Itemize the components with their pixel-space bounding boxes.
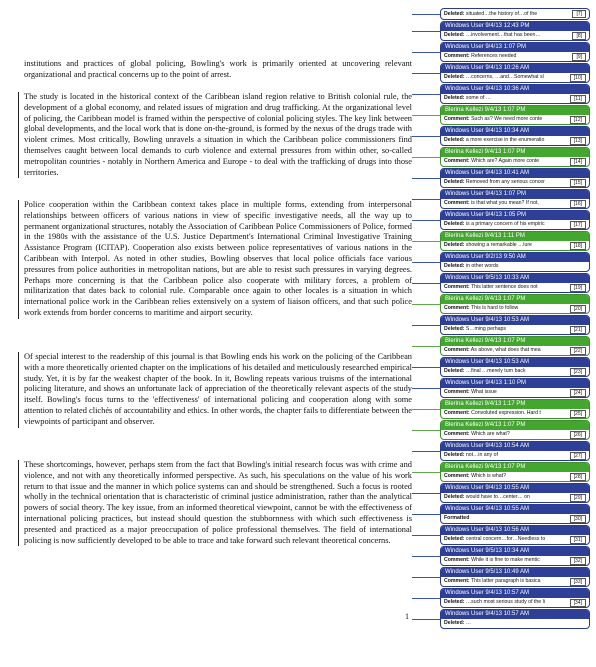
balloon-body xyxy=(441,598,589,607)
balloon-number: [24] xyxy=(570,389,586,397)
balloon-label: Deleted: xyxy=(444,74,465,80)
balloon-body xyxy=(441,619,589,628)
balloon-text: This latter paragraph is basica xyxy=(469,578,541,584)
balloon-label: Deleted: xyxy=(444,620,465,626)
balloon-body xyxy=(441,409,589,418)
balloon-connector-line xyxy=(412,619,440,620)
deleted-balloon[interactable] xyxy=(440,609,590,629)
balloon-text: This is hard to follow xyxy=(469,305,519,311)
balloon-body xyxy=(441,178,589,187)
comment-balloon[interactable] xyxy=(440,147,590,167)
balloon-label: Comment: xyxy=(444,116,470,122)
balloon-author-date: Blerina Kellezi 9/4/13 1:07 PM xyxy=(441,148,589,157)
balloon-author-date: Windows User 9/4/13 10:53 AM xyxy=(441,358,589,367)
balloon-connector-line xyxy=(412,535,440,536)
balloon-body xyxy=(441,493,589,502)
balloon-number: [8] xyxy=(572,32,586,40)
formatted-balloon[interactable] xyxy=(440,504,590,524)
balloon-body xyxy=(441,241,589,250)
balloon-text: As above, what does that mea xyxy=(469,347,541,353)
balloon-label: Comment: xyxy=(444,53,470,59)
balloon-author-date: Windows User 9/4/13 10:55 AM xyxy=(441,505,589,514)
balloon-connector-line xyxy=(412,136,440,137)
balloon-text: While it is fine to make mentic xyxy=(469,557,540,563)
balloon-text: central concern…for…Needless to xyxy=(464,536,546,542)
balloon-body xyxy=(441,535,589,544)
comment-balloon[interactable] xyxy=(440,420,590,440)
balloon-text: …such most serious study of the li xyxy=(464,599,545,605)
balloon-author-date: Windows User 9/4/13 10:55 AM xyxy=(441,484,589,493)
deleted-balloon[interactable] xyxy=(440,84,590,104)
balloon-author-date: Blerina Kellezi 9/4/13 1:07 PM xyxy=(441,106,589,115)
balloon-connector-line xyxy=(412,94,440,95)
balloon-number: [20] xyxy=(570,305,586,313)
balloon-connector-line xyxy=(412,31,440,32)
deleted-balloon[interactable] xyxy=(440,21,590,41)
comment-balloon[interactable] xyxy=(440,567,590,587)
balloon-body xyxy=(441,73,589,82)
balloon-author-date: Windows User 9/4/13 10:34 AM xyxy=(441,127,589,136)
balloon-body xyxy=(441,472,589,481)
comment-balloon[interactable] xyxy=(440,294,590,314)
balloon-author-date: Windows User 9/5/13 10:49 AM xyxy=(441,568,589,577)
balloon-connector-line xyxy=(412,178,440,179)
balloon-label: Comment: xyxy=(444,473,470,479)
deleted-balloon[interactable] xyxy=(440,483,590,503)
comment-balloon[interactable] xyxy=(440,399,590,419)
balloon-author-date: Windows User 9/4/13 1:07 PM xyxy=(441,43,589,52)
balloon-number: [25] xyxy=(570,410,586,418)
comment-balloon[interactable] xyxy=(440,189,590,209)
balloon-connector-line xyxy=(412,52,440,53)
balloon-label: Deleted: xyxy=(444,494,465,500)
balloon-text: What issue xyxy=(469,389,497,395)
balloon-body xyxy=(441,514,589,523)
balloon-number: [14] xyxy=(570,158,586,166)
balloon-body xyxy=(441,430,589,439)
deleted-balloon[interactable] xyxy=(440,231,590,251)
balloon-connector-line xyxy=(412,325,440,326)
balloon-author-date: Windows User 9/4/13 10:53 AM xyxy=(441,316,589,325)
balloon-text: Which are? Again more conte xyxy=(469,158,540,164)
balloon-text: …concerns, …and…Somewhat sl xyxy=(464,74,544,80)
balloon-author-date: Windows User 9/4/13 10:56 AM xyxy=(441,526,589,535)
balloon-number: [34] xyxy=(570,599,586,607)
balloon-connector-line xyxy=(412,409,440,410)
balloon-text: This latter sentence does not xyxy=(469,284,538,290)
balloon-number: [16] xyxy=(570,200,586,208)
balloon-label: Deleted: xyxy=(444,452,465,458)
markup-balloon-pane xyxy=(438,0,596,667)
balloon-number: [15] xyxy=(570,179,586,187)
page-number: 1 xyxy=(405,612,409,621)
balloon-connector-line xyxy=(412,115,440,116)
balloon-label: Deleted: xyxy=(444,368,465,374)
balloon-connector-line xyxy=(412,472,440,473)
deleted-balloon[interactable] xyxy=(440,441,590,461)
balloon-label: Deleted: xyxy=(444,263,465,269)
balloon-connector-line xyxy=(412,598,440,599)
balloon-text: showing a remarkable …lure xyxy=(464,242,532,248)
balloon-text: in other words xyxy=(464,263,499,269)
balloon-author-date: Windows User 9/4/13 10:54 AM xyxy=(441,442,589,451)
paragraph-1[interactable]: institutions and practices of global policing, Bowling's work is primarily oriented at uncovering relevant organizational and practical concerns up to the point of arrest. xyxy=(24,59,412,79)
balloon-body xyxy=(441,451,589,460)
balloon-author-date: Windows User 9/4/13 10:41 AM xyxy=(441,169,589,178)
balloon-author-date: Windows User 9/4/13 10:36 AM xyxy=(441,85,589,94)
balloon-label: Comment: xyxy=(444,347,470,353)
balloon-connector-line xyxy=(412,367,440,368)
balloon-number: [19] xyxy=(570,284,586,292)
balloon-body xyxy=(441,157,589,166)
comment-balloon[interactable] xyxy=(440,42,590,62)
balloon-connector-line xyxy=(412,157,440,158)
balloon-number: [32] xyxy=(570,557,586,565)
balloon-author-date: Windows User 9/5/13 10:33 AM xyxy=(441,274,589,283)
balloon-label: Formatted xyxy=(444,515,470,521)
balloon-body xyxy=(441,220,589,229)
comment-balloon[interactable] xyxy=(440,336,590,356)
balloon-label: Deleted: xyxy=(444,326,465,332)
balloon-text: a more exercise in the enumeratio xyxy=(464,137,545,143)
balloon-number: [17] xyxy=(570,221,586,229)
balloon-connector-line xyxy=(412,262,440,263)
balloon-connector-line xyxy=(412,514,440,515)
balloon-connector-line xyxy=(412,493,440,494)
balloon-number: [18] xyxy=(570,242,586,250)
balloon-connector-line xyxy=(412,220,440,221)
balloon-text: is a primary concern of his empiric xyxy=(464,221,545,227)
balloon-number: [22] xyxy=(570,347,586,355)
balloon-number: [26] xyxy=(570,431,586,439)
paragraph-5[interactable]: These shortcomings, however, perhaps stem from the fact that Bowling's initial research focus was with crime and violence, and not with any theoretically informed perspective. As such, his speculations on the value of his work return to that issue and the manner in which police systems can and should be strengthened. Such a focus is rooted wholly in the technical orientation that is characteristic of criminal justice administration, rather than the analytical powers of social theory. The key issue, from an informed theoretical viewpoint, cannot be with the effectiveness of international policing practices, but instead should question the stubbornness with which such effectiveness is presented and practiced as a major preoccupation of police professional themselves. The field of international policing is now sufficiently developed to be able to trace and take forward such relevant theoretical concerns. xyxy=(24,460,412,545)
balloon-number: [33] xyxy=(570,578,586,586)
balloon-label: Deleted: xyxy=(444,242,465,248)
balloon-text: would have to…center… on xyxy=(464,494,530,500)
balloon-label: Deleted: xyxy=(444,599,465,605)
balloon-body xyxy=(441,31,589,40)
balloon-text: Which is what? xyxy=(469,473,506,479)
balloon-label: Comment: xyxy=(444,284,470,290)
balloon-body xyxy=(441,367,589,376)
balloon-body xyxy=(441,577,589,586)
balloon-connector-line xyxy=(412,304,440,305)
balloon-body xyxy=(441,94,589,103)
comment-balloon[interactable] xyxy=(440,546,590,566)
balloon-connector-line xyxy=(412,430,440,431)
balloon-author-date: Blerina Kellezi 9/4/13 1:07 PM xyxy=(441,337,589,346)
balloon-text: Removed from any serious concer xyxy=(464,179,545,185)
balloon-connector-line xyxy=(412,556,440,557)
balloon-connector-line xyxy=(412,73,440,74)
balloon-body xyxy=(441,325,589,334)
balloon-connector-line xyxy=(412,14,440,15)
balloon-label: Comment: xyxy=(444,158,470,164)
paragraph-4[interactable]: Of special interest to the readership of this journal is that Bowling ends his work on the policing of the Caribbean with a more theoretically oriented chapter on the implications of his detailed and meticulously researched empirical study. Yet, it is by far the weakest chapter of the book. In it, Bowling repeats various truisms of the international policing literature, and shows an unfortunate lack of appreciation of the theoretically relevant aspects of the study itself. Bowling's focus turns to the 'effectiveness' of international policing and cooperation along with some attention to related clichés of accountability and ethics. In other words, the chapter fails to differentiate between the viewpoints of participant and observer. xyxy=(24,352,412,426)
balloon-author-date: Blerina Kellezi 9/4/13 1:07 PM xyxy=(441,463,589,472)
balloon-connector-line xyxy=(412,199,440,200)
balloon-number: [29] xyxy=(570,494,586,502)
balloon-number: [30] xyxy=(570,515,586,523)
balloon-number: [9] xyxy=(572,53,586,61)
balloon-text: Convoluted expression. Hard t xyxy=(469,410,541,416)
balloon-text: … xyxy=(464,620,472,626)
balloon-author-date: Blerina Kellezi 9/4/13 1:07 PM xyxy=(441,295,589,304)
balloon-text: References needed xyxy=(469,53,517,59)
balloon-text: some of … xyxy=(464,95,491,101)
balloon-number: [10] xyxy=(570,74,586,82)
balloon-number: [13] xyxy=(570,137,586,145)
balloon-label: Deleted: xyxy=(444,11,465,17)
paragraph-2[interactable]: The study is located in the historical context of the Caribbean island region relative to British colonial rule, the development of a global economy, and related issues of migration and drug trafficking. At the organizational level of policing, the Caribbean model is framed within the perspective of colonial policing styles. The key link between global developments, and the local work that is done on-the-ground, is formed by the nexus of the drugs trade with violent crimes. Most critically, Bowling unravels a situation in which the Caribbean police commissioners find themselves caught between local demands to curb violence and external pressures from within other, so-called metropolitan countries - notably in Northern America and Europe - to deal with the trafficking of drugs into those territories. xyxy=(24,92,412,177)
balloon-connector-line xyxy=(412,283,440,284)
comment-balloon[interactable] xyxy=(440,462,590,482)
balloon-label: Comment: xyxy=(444,431,470,437)
balloon-body xyxy=(441,262,589,271)
comment-balloon[interactable] xyxy=(440,105,590,125)
balloon-number: [7] xyxy=(572,10,586,18)
deleted-balloon[interactable] xyxy=(440,168,590,188)
balloon-author-date: Windows User 9/4/13 12:43 PM xyxy=(441,22,589,31)
balloon-text: S…ming perhaps xyxy=(464,326,506,332)
balloon-text: not…in any of xyxy=(464,452,498,458)
balloon-label: Comment: xyxy=(444,389,470,395)
balloon-connector-line xyxy=(412,388,440,389)
balloon-body xyxy=(441,52,589,61)
deleted-balloon[interactable] xyxy=(440,126,590,146)
balloon-body xyxy=(441,346,589,355)
balloon-author-date: Blerina Kellezi 9/4/13 1:07 PM xyxy=(441,421,589,430)
balloon-text: …involvement…that has been… xyxy=(464,32,541,38)
balloon-body xyxy=(441,9,589,19)
comment-balloon[interactable] xyxy=(440,273,590,293)
balloon-body xyxy=(441,199,589,208)
balloon-author-date: Windows User 9/4/13 10:57 AM xyxy=(441,610,589,619)
balloon-author-date: Windows User 9/4/13 1:10 PM xyxy=(441,379,589,388)
balloon-body xyxy=(441,136,589,145)
balloon-number: [28] xyxy=(570,473,586,481)
balloon-label: Deleted: xyxy=(444,536,465,542)
deleted-balloon[interactable] xyxy=(440,588,590,608)
balloon-text: …final …merely turn back xyxy=(464,368,526,374)
deleted-balloon[interactable] xyxy=(440,357,590,377)
balloon-connector-line xyxy=(412,577,440,578)
balloon-text: Which are what? xyxy=(469,431,510,437)
deleted-balloon[interactable] xyxy=(440,315,590,335)
comment-balloon[interactable] xyxy=(440,378,590,398)
balloon-author-date: Windows User 9/4/13 1:05 PM xyxy=(441,211,589,220)
balloon-author-date: Windows User 9/2/13 9:50 AM xyxy=(441,253,589,262)
balloon-label: Comment: xyxy=(444,557,470,563)
balloon-connector-line xyxy=(412,451,440,452)
deleted-balloon[interactable] xyxy=(440,525,590,545)
deleted-balloon[interactable] xyxy=(440,210,590,230)
balloon-number: [12] xyxy=(570,116,586,124)
balloon-connector-line xyxy=(412,346,440,347)
balloon-number: [11] xyxy=(570,95,586,103)
balloon-label: Comment: xyxy=(444,305,470,311)
balloon-connector-line xyxy=(412,241,440,242)
balloon-author-date: Windows User 9/4/13 10:57 AM xyxy=(441,589,589,598)
balloon-label: Deleted: xyxy=(444,179,465,185)
balloon-number: [31] xyxy=(570,536,586,544)
balloon-number: [21] xyxy=(570,326,586,334)
deleted-balloon[interactable] xyxy=(440,63,590,83)
balloon-author-date: Windows User 9/4/13 1:07 PM xyxy=(441,190,589,199)
balloon-body xyxy=(441,304,589,313)
balloon-label: Deleted: xyxy=(444,137,465,143)
balloon-author-date: Windows User 9/4/13 10:26 AM xyxy=(441,64,589,73)
balloon-body xyxy=(441,388,589,397)
balloon-label: Comment: xyxy=(444,200,470,206)
balloon-label: Comment: xyxy=(444,578,470,584)
balloon-text: is that what you mean? If not, xyxy=(469,200,539,206)
balloon-label: Deleted: xyxy=(444,32,465,38)
deleted-balloon[interactable] xyxy=(440,8,590,20)
balloon-author-date: Blerina Kellezi 9/4/13 1:17 PM xyxy=(441,400,589,409)
balloon-label: Comment: xyxy=(444,410,470,416)
balloon-number: [23] xyxy=(570,368,586,376)
balloon-body xyxy=(441,283,589,292)
balloon-number: [27] xyxy=(570,452,586,460)
balloon-label: Deleted: xyxy=(444,95,465,101)
balloon-body xyxy=(441,556,589,565)
balloon-text: Such as? We need more conte xyxy=(469,116,543,122)
paragraph-3[interactable]: Police cooperation within the Caribbean context takes place in multiple forms, extending from interpersonal relationships between officers of various nations in view of specific investigative needs, all the way up to permanent organizational structures, notably the Association of Caribbean Police Commissioners of Police, formed in the 1980s with the assistance of the U.S. Justice Department's International Criminal Investigative Training Assistance Program (ICITAP). Cooperation also exists between police representatives of various nations in the Caribbean with Interpol. As noted in other studies, Bowling observes that local police officials face various pressures from police authorities in metropolitan nations, but are able to resist such pressures in varying degrees. Perhaps more concerning is that the Caribbean police also cooperate with military forces, a problem of militarization that dates back to colonial rule. Comparable once again to other locales is a situation in which international police work in the Caribbean relies extensively on a system of liaison officers, and that such police work extends from border concerns to maritime and airport security. xyxy=(24,200,412,317)
balloon-label: Deleted: xyxy=(444,221,465,227)
deleted-balloon[interactable] xyxy=(440,252,590,272)
balloon-author-date: Blerina Kellezi 9/4/13 1:11 PM xyxy=(441,232,589,241)
balloon-body xyxy=(441,115,589,124)
balloon-author-date: Windows User 9/5/13 10:34 AM xyxy=(441,547,589,556)
balloon-text: situated…the history of…of the xyxy=(464,11,538,17)
